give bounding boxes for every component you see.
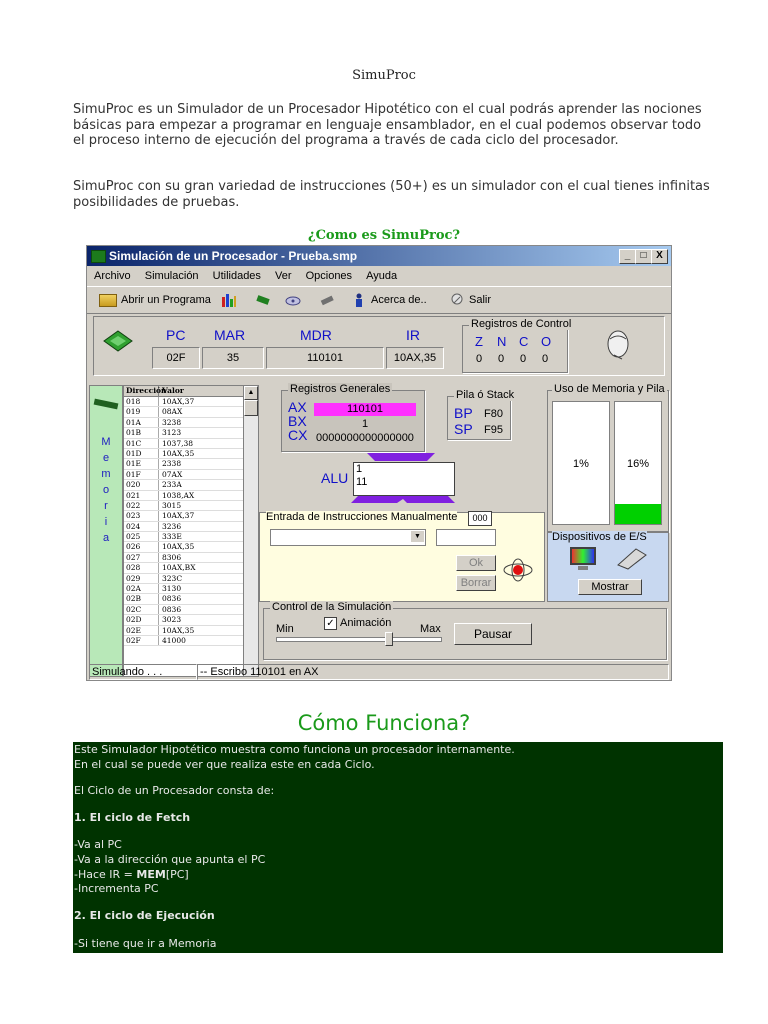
execution-cycle-heading: 2. El ciclo de Ejecución <box>74 909 215 922</box>
document-title: SimuProc <box>352 68 416 83</box>
open-program-button[interactable]: Abrir un Programa <box>99 291 211 309</box>
memory-value: 3238 <box>162 417 182 427</box>
memory-address: 025 <box>124 532 159 541</box>
memory-value: 10AX,35 <box>162 625 195 635</box>
chevron-down-icon[interactable]: ▼ <box>411 531 424 542</box>
memory-value: 10AX,37 <box>162 511 195 521</box>
menu-utilidades[interactable]: Utilidades <box>212 270 261 282</box>
memory-table-header: DirecciónValor <box>124 386 244 397</box>
memory-value: 2338 <box>162 459 182 469</box>
address-field[interactable]: 000 <box>468 511 492 526</box>
person-icon <box>351 293 367 307</box>
tool-icon <box>319 293 335 307</box>
flag-z-label: Z <box>475 334 483 349</box>
memory-address: 01A <box>124 418 159 427</box>
pause-button[interactable]: Pausar <box>454 623 532 645</box>
memory-row[interactable] <box>124 459 244 469</box>
mdr-value: 110101 <box>266 347 384 369</box>
memory-address: 027 <box>124 553 159 562</box>
memory-address: 01C <box>124 439 159 448</box>
speed-slider[interactable] <box>276 637 442 642</box>
memory-address: 019 <box>124 407 159 416</box>
memory-value: 3023 <box>162 615 182 625</box>
flag-c-label: C <box>519 334 529 349</box>
head-icon <box>602 329 634 363</box>
memory-usage-group <box>547 383 669 532</box>
ok-button[interactable]: Ok <box>456 555 496 571</box>
memory-value: 07AX <box>162 469 183 479</box>
memory-value: 41000 <box>162 635 186 645</box>
memory-value: 10AX,35 <box>162 542 195 552</box>
memory-value: 3015 <box>162 500 182 510</box>
flag-c-value: 0 <box>520 353 527 365</box>
memory-row[interactable] <box>124 542 244 552</box>
disk-button[interactable] <box>285 291 305 309</box>
toolbar <box>87 286 671 314</box>
io-devices-group <box>547 532 669 602</box>
memory-row[interactable] <box>124 470 244 480</box>
flag-z-value: 0 <box>476 353 483 365</box>
about-button[interactable]: Acerca de.. <box>351 291 427 309</box>
memory-address: 01B <box>124 428 159 437</box>
exit-button[interactable]: Salir <box>449 291 491 309</box>
memory-value: 10AX,BX <box>162 563 196 573</box>
register-panel <box>93 316 665 376</box>
control-registers-group <box>462 318 572 373</box>
stack-usage-percent: 16% <box>626 458 650 470</box>
memory-row[interactable] <box>124 511 244 521</box>
flag-o-value: 0 <box>542 353 549 365</box>
io-devices-label: Dispositivos de E/S <box>552 531 647 543</box>
memory-address: 023 <box>124 511 159 520</box>
exit-icon <box>449 293 465 307</box>
mdr-label: MDR <box>300 327 332 343</box>
memory-address: 02A <box>124 584 159 593</box>
memory-address: 02E <box>124 626 159 635</box>
stats-button[interactable] <box>221 291 241 309</box>
memory-address: 021 <box>124 491 159 500</box>
mar-value: 35 <box>202 347 264 369</box>
pc-value: 02F <box>152 347 200 369</box>
processor-icon <box>102 329 134 355</box>
sp-value: F95 <box>484 424 503 436</box>
memory-row[interactable] <box>124 605 244 615</box>
flag-n-value: 0 <box>498 353 505 365</box>
memory-usage-percent: 1% <box>573 458 589 470</box>
memory-address: 026 <box>124 542 159 551</box>
memory-row[interactable] <box>124 584 244 594</box>
simulation-control-label: Control de la Simulación <box>272 601 392 613</box>
memory-table[interactable] <box>123 385 245 677</box>
intro-paragraph: SimuProc es un Simulador de un Procesador Hipotético con el cual podrás aprender las nociones básicas para empezar a programar en lenguaje ensamblador, en el cual podemos observar todo el proceso interno de ejecución del programa a través de cada ciclo del procesador. <box>73 102 702 148</box>
memory-row[interactable] <box>124 594 244 604</box>
memory-row[interactable] <box>124 636 244 646</box>
memory-value: 08AX <box>162 407 183 417</box>
memory-row[interactable] <box>124 563 244 573</box>
memory-value: 323C <box>162 573 183 583</box>
memory-row[interactable] <box>124 439 244 449</box>
memory-row[interactable] <box>124 615 244 625</box>
chip-button[interactable] <box>255 291 275 309</box>
second-paragraph: SimuProc con su gran variedad de instrucciones (50+) es un simulador con el cual tienes infinitas posibilidades de pruebas. <box>73 179 710 210</box>
stack-label: Pila ó Stack <box>456 389 515 401</box>
memory-side-label: M e m o r i a <box>89 385 123 677</box>
memory-value: 3123 <box>162 428 182 438</box>
chip-icon <box>255 293 271 307</box>
memory-row[interactable] <box>124 428 244 438</box>
title-bar <box>87 246 671 266</box>
general-registers-group <box>281 383 425 452</box>
instruction-dropdown[interactable] <box>270 529 426 546</box>
memory-value: 0836 <box>162 594 182 604</box>
animation-label: Animación <box>340 617 392 629</box>
ir-label: IR <box>406 327 420 343</box>
memory-row[interactable] <box>124 522 244 532</box>
manual-entry-group <box>259 512 545 602</box>
memory-address: 01D <box>124 449 159 458</box>
flag-o-label: O <box>541 334 552 349</box>
memory-row[interactable] <box>124 480 244 490</box>
memory-value: 3236 <box>162 521 182 531</box>
ir-value: 10AX,35 <box>386 347 444 369</box>
memory-value: 333E <box>162 532 182 542</box>
cx-value: 0000000000000000 <box>316 432 414 444</box>
memory-row[interactable] <box>124 449 244 459</box>
bx-label: BX <box>288 413 307 429</box>
bx-value: 1 <box>361 418 369 430</box>
pc-label: PC <box>166 327 186 343</box>
memory-chip-icon <box>92 396 120 412</box>
memory-address: 02D <box>124 615 159 624</box>
memory-row[interactable] <box>124 501 244 511</box>
memory-usage-bar <box>552 401 610 525</box>
alu-label: ALU <box>321 470 349 486</box>
menu-simulacion[interactable]: Simulación <box>144 270 199 282</box>
memory-address: 018 <box>124 397 159 406</box>
section-heading-como-funciona: Cómo Funciona? <box>297 711 471 735</box>
bp-value: F80 <box>484 408 503 420</box>
memory-address: 01E <box>124 459 159 468</box>
scroll-up-button[interactable]: ▲ <box>244 386 258 400</box>
memory-usage-label: Uso de Memoria y Pila <box>554 383 665 395</box>
menu-ayuda[interactable]: Ayuda <box>366 270 398 282</box>
bp-label: BP <box>454 405 473 421</box>
memory-row[interactable] <box>124 553 244 563</box>
console-text-block: Este Simulador Hipotético muestra como funciona un procesador internamente. En el cual se puede ver que realiza este en cada Ciclo. El Ciclo de un Procesador consta de: 1. El ciclo de Fetch -Va al PC -Va a la dirección que apunta el PC -Hace IR = MEM[PC] -Incrementa PC 2. El ciclo de Ejecución -Si tiene que ir a Memoria <box>73 742 723 953</box>
memory-address: 028 <box>124 563 159 572</box>
maximize-button[interactable]: □ <box>635 249 652 264</box>
status-left: Simulando . . . <box>89 664 197 680</box>
folder-icon <box>99 294 117 307</box>
memory-value: 10AX,35 <box>162 448 195 458</box>
show-devices-button[interactable]: Mostrar <box>578 579 642 595</box>
status-bar <box>87 663 671 680</box>
instruction-param-input[interactable] <box>436 529 496 546</box>
memory-address: 022 <box>124 501 159 510</box>
memory-value: 3130 <box>162 584 182 594</box>
general-registers-label: Registros Generales <box>290 383 391 395</box>
ax-label: AX <box>288 399 307 415</box>
memory-address: 02C <box>124 605 159 614</box>
stack-group <box>447 389 515 440</box>
bar-chart-icon <box>221 293 237 307</box>
fetch-cycle-heading: 1. El ciclo de Fetch <box>74 811 191 824</box>
memory-row[interactable] <box>124 407 244 417</box>
clear-button[interactable]: Borrar <box>456 575 496 591</box>
memory-row[interactable] <box>124 418 244 428</box>
minimize-button[interactable]: _ <box>619 249 636 264</box>
memory-scrollbar[interactable] <box>243 385 259 677</box>
ax-value: 110101 <box>314 403 416 416</box>
mar-label: MAR <box>214 327 246 343</box>
status-right: -- Escribo 110101 en AX <box>197 664 669 680</box>
memory-address: 01F <box>124 470 159 479</box>
menu-bar <box>87 267 671 285</box>
memory-row[interactable] <box>124 574 244 584</box>
memory-row[interactable] <box>124 626 244 636</box>
tool-button[interactable] <box>319 291 339 309</box>
memory-value: 10AX,37 <box>162 397 195 406</box>
memory-value: 0836 <box>162 604 182 614</box>
window-title: Simulación de un Procesador - Prueba.smp <box>109 249 358 263</box>
animation-checkbox[interactable]: ✓ <box>324 617 337 630</box>
flag-n-label: N <box>497 334 507 349</box>
speed-slider-handle[interactable] <box>385 632 393 646</box>
disk-icon <box>285 293 301 307</box>
menu-opciones[interactable]: Opciones <box>305 270 353 282</box>
memory-address: 020 <box>124 480 159 489</box>
memory-value: 1038,AX <box>162 490 195 500</box>
scroll-thumb[interactable] <box>244 400 258 416</box>
menu-archivo[interactable]: Archivo <box>94 270 131 282</box>
manual-entry-label: Entrada de Instrucciones Manualmente <box>266 511 458 523</box>
keyboard-icon <box>614 547 648 571</box>
memory-address: 029 <box>124 574 159 583</box>
memory-address: 024 <box>124 522 159 531</box>
menu-ver[interactable]: Ver <box>275 270 292 282</box>
section-heading-como-es: ¿Como es SimuProc? <box>307 228 461 243</box>
memory-row[interactable] <box>124 532 244 542</box>
speed-max-label: Max <box>420 623 441 635</box>
sp-label: SP <box>454 421 473 437</box>
atom-icon <box>502 557 534 583</box>
cx-label: CX <box>288 427 308 443</box>
memory-value: 233A <box>162 480 182 490</box>
memory-address: 02F <box>124 636 159 645</box>
monitor-icon <box>568 545 598 573</box>
stack-usage-fill <box>615 504 661 524</box>
memory-value: 8306 <box>162 552 182 562</box>
control-registers-label: Registros de Control <box>471 318 572 330</box>
stack-usage-bar <box>614 401 662 525</box>
memory-row[interactable] <box>124 491 244 501</box>
app-icon <box>91 250 106 263</box>
memory-value: 1037,38 <box>162 438 194 448</box>
simuproc-window <box>86 245 672 681</box>
speed-min-label: Min <box>276 623 294 635</box>
memory-address: 02B <box>124 594 159 603</box>
simulation-control-group <box>263 601 667 660</box>
alu-display: 1 11 <box>353 462 455 496</box>
memory-row[interactable] <box>124 397 244 407</box>
close-button[interactable]: X <box>651 249 668 264</box>
